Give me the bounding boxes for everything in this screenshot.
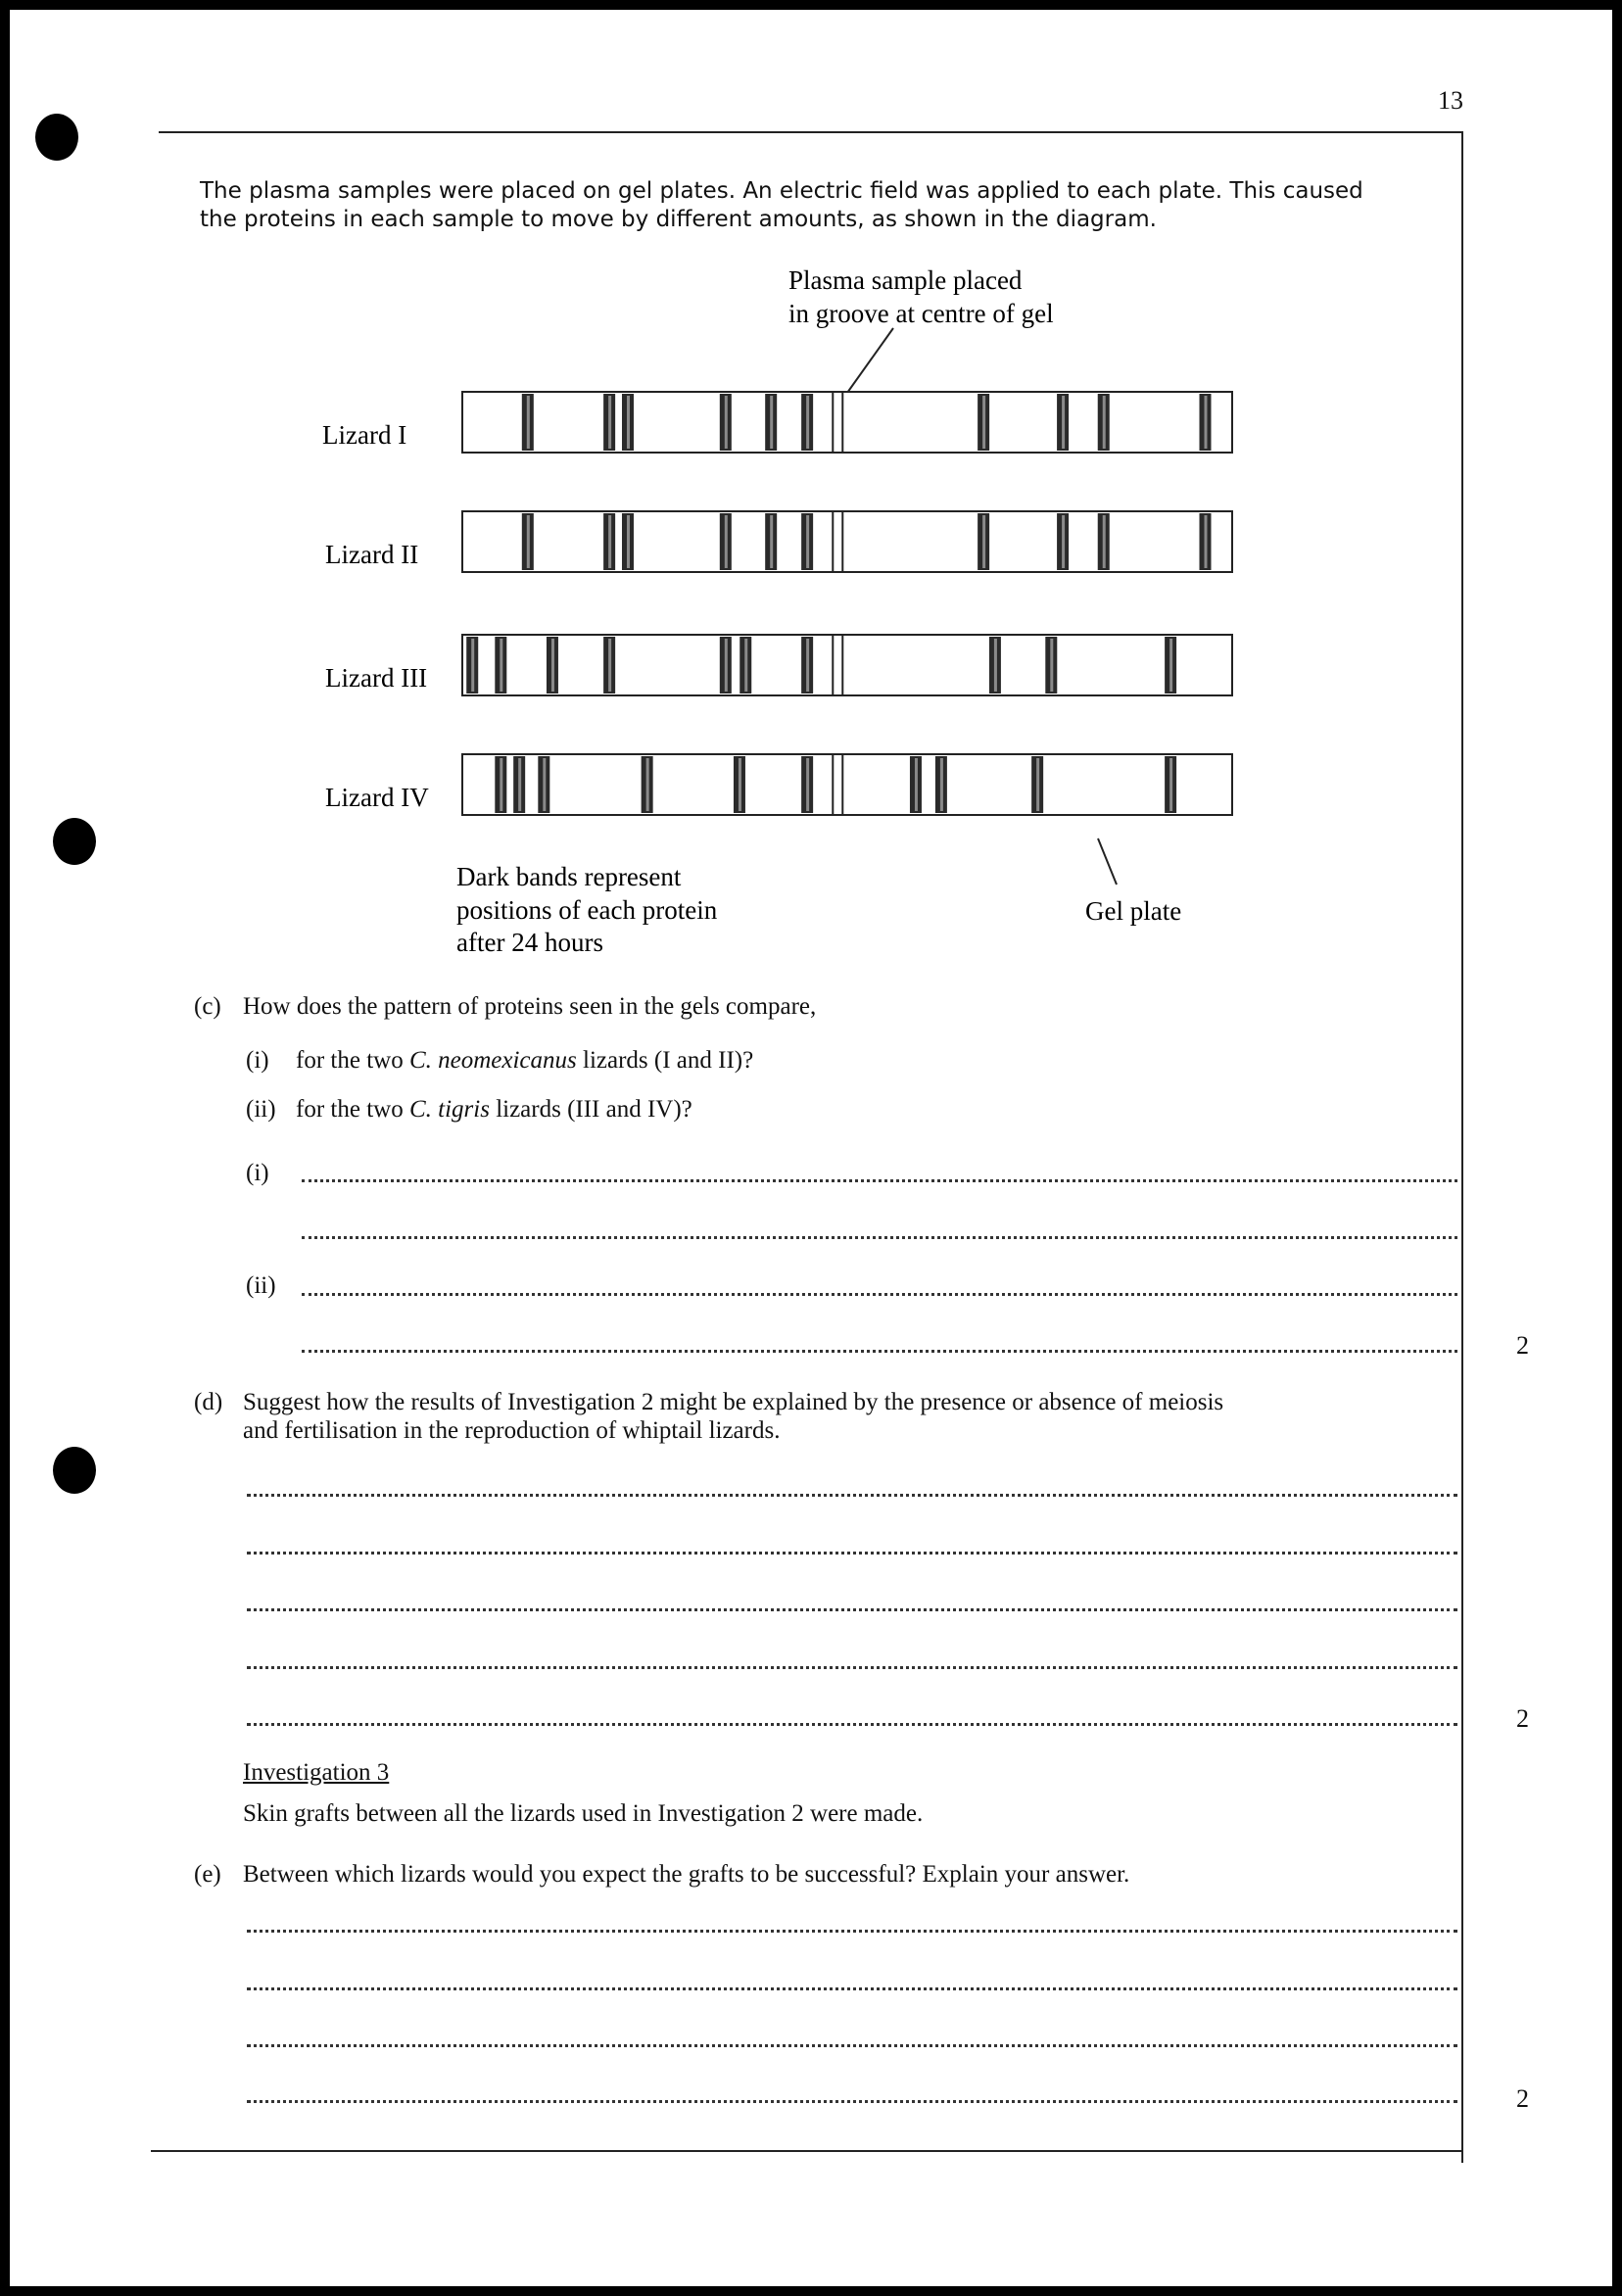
protein-band-texture (725, 396, 728, 449)
answer-line-e-2[interactable] (247, 1987, 1457, 1990)
bands-label-line-2: positions of each protein (456, 895, 718, 925)
question-c-ii-number: (ii) (246, 1096, 276, 1123)
page-number: 13 (1438, 86, 1463, 115)
marks-d: 2 (1516, 1704, 1529, 1733)
protein-band-texture (744, 639, 747, 692)
species-neomexicanus: C. neomexicanus (408, 1047, 577, 1074)
question-d-line-2: and fertilisation in the reproduction of whiptail lizards. (243, 1417, 781, 1444)
species-tigris: C. tigris (408, 1096, 490, 1123)
answer-line-c-ii-1[interactable] (302, 1293, 1457, 1296)
frame-bottom-rule (151, 2150, 1463, 2152)
question-c-ii-pre: for the two (296, 1096, 409, 1123)
protein-band-texture (1169, 758, 1172, 811)
gel-plate-2 (462, 511, 1232, 572)
marks-e: 2 (1516, 2084, 1529, 2113)
answer-line-d-5[interactable] (247, 1723, 1457, 1726)
question-c-ii-text (296, 1095, 692, 1124)
protein-band-texture (806, 639, 809, 692)
gel-plate-pointer-line (1098, 838, 1117, 885)
protein-band-texture (982, 515, 985, 568)
protein-band-texture (1050, 639, 1053, 692)
question-c-ii-post: lizards (III and IV)? (489, 1096, 692, 1123)
protein-band-texture (543, 758, 546, 811)
protein-band-texture (627, 396, 630, 449)
protein-band-texture (770, 396, 773, 449)
answer-line-e-4[interactable] (247, 2100, 1457, 2103)
bands-label-line-3: after 24 hours (456, 928, 603, 957)
lizard-label-1: Lizard I (322, 420, 407, 450)
protein-band-texture (770, 515, 773, 568)
answer-c-ii-label: (ii) (246, 1272, 276, 1299)
protein-band-texture (646, 758, 649, 811)
investigation-3-heading: Investigation 3 (243, 1759, 390, 1786)
marks-c: 2 (1516, 1331, 1529, 1360)
intro-line-2: the proteins in each sample to move by different amounts, as shown in the diagram. (200, 207, 1157, 232)
protein-band-texture (551, 639, 554, 692)
question-c-i-text (296, 1046, 753, 1076)
answer-line-d-4[interactable] (247, 1666, 1457, 1669)
question-c-i-pre: for the two (296, 1047, 409, 1074)
protein-band-texture (1062, 515, 1065, 568)
protein-band-texture (1204, 515, 1207, 568)
sample-label-line-1: Plasma sample placed (788, 265, 1023, 295)
intro-line-1: The plasma samples were placed on gel plates. An electric field was applied to each plate. This caused (200, 178, 1363, 204)
answer-line-d-1[interactable] (247, 1494, 1457, 1497)
gel-plate-label: Gel plate (1085, 896, 1182, 926)
protein-band-texture (806, 515, 809, 568)
answer-line-d-3[interactable] (247, 1608, 1457, 1611)
answer-line-e-1[interactable] (247, 1930, 1457, 1933)
protein-band-texture (627, 515, 630, 568)
question-d-prefix: (d) (194, 1389, 223, 1415)
answer-line-d-2[interactable] (247, 1552, 1457, 1555)
question-c-text: How does the pattern of proteins seen in the gels compare, (243, 993, 817, 1020)
protein-band-texture (527, 396, 530, 449)
protein-band-texture (725, 515, 728, 568)
protein-band-texture (500, 758, 502, 811)
protein-band-texture (500, 639, 502, 692)
gel-plate-3 (462, 635, 1232, 695)
exam-page (10, 10, 1612, 2286)
lizard-label-4: Lizard IV (325, 783, 429, 812)
protein-band-texture (608, 396, 611, 449)
protein-band-texture (518, 758, 521, 811)
question-e-text: Between which lizards would you expect the grafts to be successful? Explain your answer. (243, 1861, 1130, 1888)
protein-band-texture (982, 396, 985, 449)
protein-band-texture (994, 639, 997, 692)
investigation-3-text: Skin grafts between all the lizards used in Investigation 2 were made. (243, 1800, 924, 1827)
protein-band-texture (608, 639, 611, 692)
question-c-prefix: (c) (194, 993, 221, 1020)
answer-line-c-i-1[interactable] (302, 1179, 1457, 1182)
protein-band-texture (806, 396, 809, 449)
protein-band-texture (1062, 396, 1065, 449)
answer-line-e-3[interactable] (247, 2044, 1457, 2047)
question-d-line-1: Suggest how the results of Investigation 2 might be explained by the presence or absence of meiosis (243, 1389, 1224, 1415)
protein-band-texture (739, 758, 741, 811)
bands-label-line-1: Dark bands represent (456, 862, 682, 891)
protein-band-texture (1103, 515, 1106, 568)
protein-band-texture (1036, 758, 1039, 811)
protein-band-texture (915, 758, 918, 811)
answer-line-c-ii-2[interactable] (302, 1350, 1457, 1353)
lizard-label-3: Lizard III (325, 663, 428, 693)
gel-plates (462, 392, 1232, 815)
protein-band-texture (608, 515, 611, 568)
question-c-i-number: (i) (246, 1047, 269, 1074)
answer-c-i-label: (i) (246, 1160, 269, 1186)
protein-band-texture (1169, 639, 1172, 692)
protein-band-texture (1204, 396, 1207, 449)
gel-plate-1 (462, 392, 1232, 453)
protein-band-texture (471, 639, 474, 692)
question-e-prefix: (e) (194, 1861, 221, 1888)
answer-line-c-i-2[interactable] (302, 1236, 1457, 1239)
gel-plate-4 (462, 754, 1232, 815)
punch-hole-lower (53, 1447, 96, 1494)
protein-band-texture (527, 515, 530, 568)
sample-label-line-2: in groove at centre of gel (788, 299, 1054, 328)
protein-band-texture (725, 639, 728, 692)
sample-pointer-line (847, 328, 893, 393)
protein-band-texture (806, 758, 809, 811)
protein-band-texture (940, 758, 943, 811)
gel-diagram (10, 10, 1612, 980)
protein-band-texture (1103, 396, 1106, 449)
question-c-i-post: lizards (I and II)? (576, 1047, 754, 1074)
lizard-label-2: Lizard II (325, 540, 419, 569)
